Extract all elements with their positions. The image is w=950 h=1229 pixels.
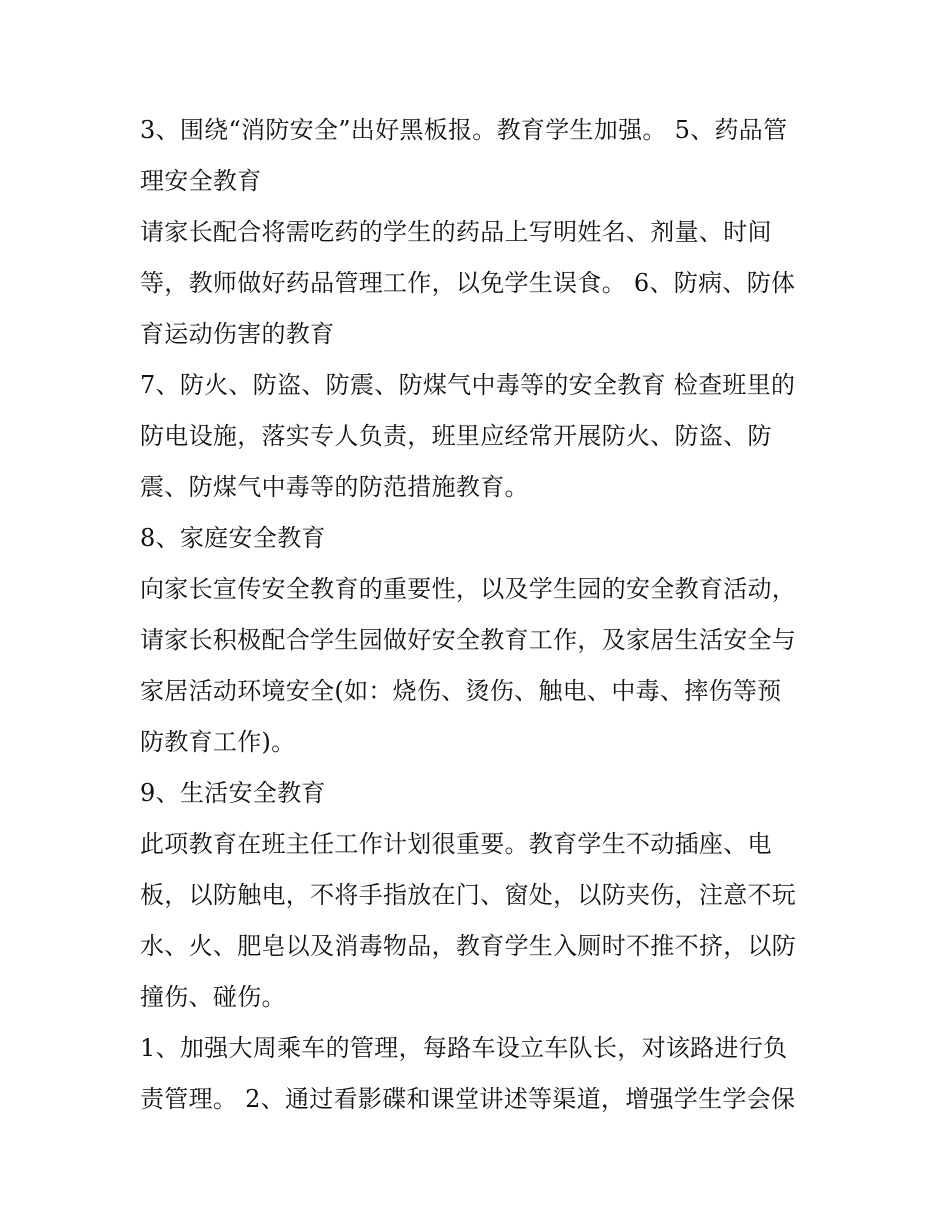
text-line: 1、加强大周乘车的管理，每路车设立车队长，对该路进行负 xyxy=(140,1034,788,1062)
text-line: 育运动伤害的教育 xyxy=(140,320,335,348)
text-line: 等，教师做好药品管理工作，以免学生误食。 6、防病、防体 xyxy=(140,269,796,297)
text-line: 家居活动环境安全(如：烧伤、烫伤、触电、中毒、摔伤等预 xyxy=(140,677,782,705)
text-line: 板，以防触电，不将手指放在门、窗处，以防夹伤，注意不玩 xyxy=(140,881,797,909)
text-line: 7、防火、防盗、防震、防煤气中毒等的安全教育 检查班里的 xyxy=(140,371,796,399)
text-line: 3、围绕“消防安全”出好黑板报。教育学生加强。 5、药品管 xyxy=(140,116,788,144)
text-line: 请家长积极配合学生园做好安全教育工作，及家居生活安全与 xyxy=(140,626,797,654)
text-line: 理安全教育 xyxy=(140,167,262,195)
text-line: 8、家庭安全教育 xyxy=(140,524,326,552)
text-line: 防电设施，落实专人负责，班里应经常开展防火、防盗、防 xyxy=(140,422,772,450)
text-line: 请家长配合将需吃药的学生的药品上写明姓名、剂量、时间 xyxy=(140,218,772,246)
text-line: 震、防煤气中毒等的防范措施教育。 xyxy=(140,473,529,501)
text-line: 水、火、肥皂以及消毒物品，教育学生入厕时不推不挤，以防 xyxy=(140,932,797,960)
text-line: 撞伤、碰伤。 xyxy=(140,983,286,1011)
document-body xyxy=(140,105,820,1125)
text-line: 防教育工作)。 xyxy=(140,728,296,756)
text-line: 此项教育在班主任工作计划很重要。教育学生不动插座、电 xyxy=(140,830,772,858)
text-line: 向家长宣传安全教育的重要性，以及学生园的安全教育活动， xyxy=(140,575,797,603)
text-line: 责管理。 2、通过看影碟和课堂讲述等渠道，增强学生学会保 xyxy=(140,1085,796,1113)
text-line: 9、生活安全教育 xyxy=(140,779,326,807)
